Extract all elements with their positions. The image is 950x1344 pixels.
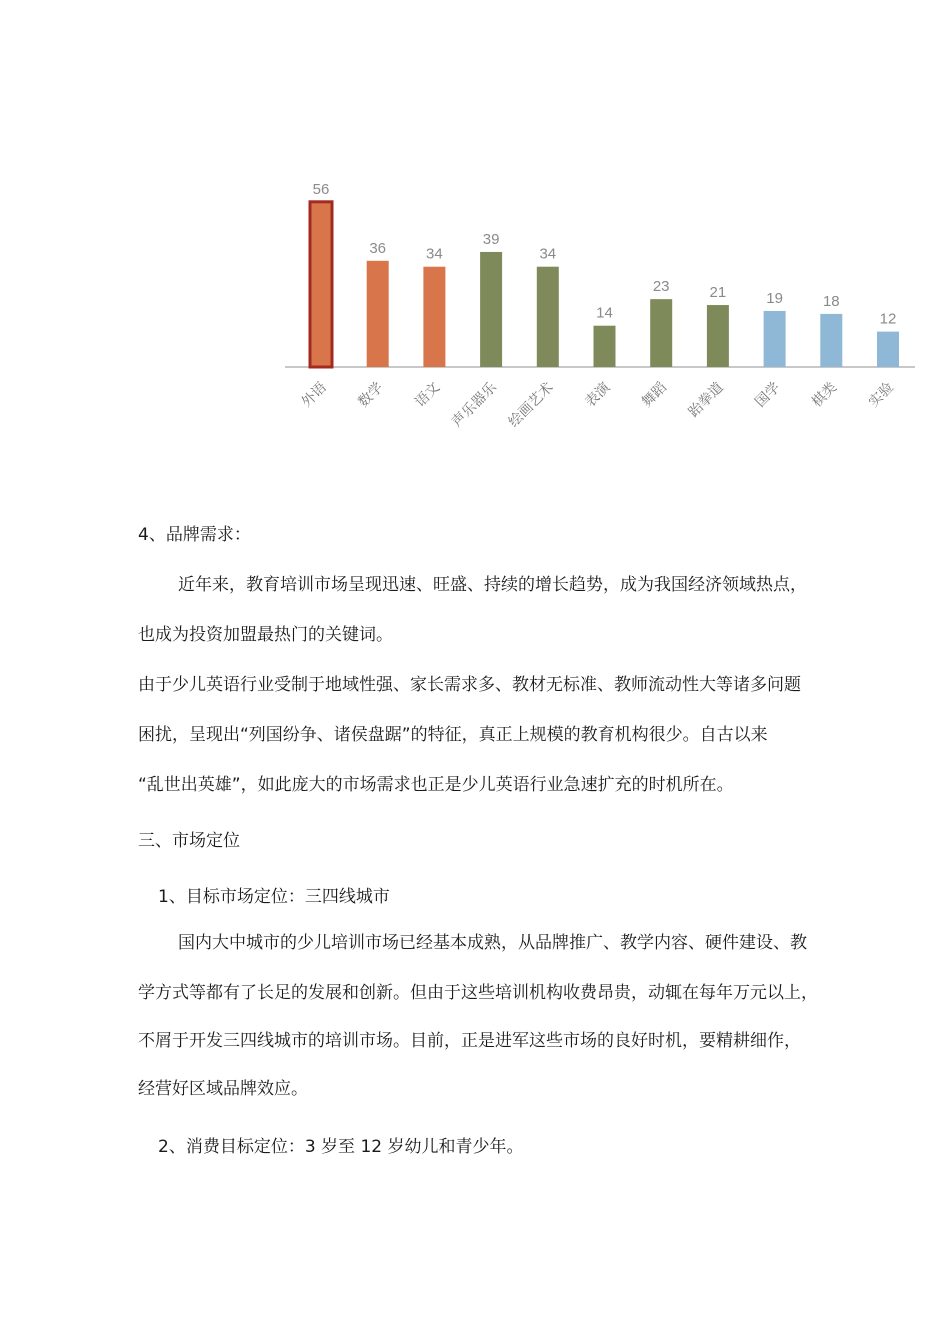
- sub1-line2: 学方式等都有了长足的发展和创新。但由于这些培训机构收费昂贵，动辄在每年万元以上，: [138, 983, 818, 1003]
- sub1-line3: 不屑于开发三四线城市的培训市场。目前，正是进军这些市场的良好时机，要精耕细作，: [138, 1031, 801, 1051]
- sub1-line1: 国内大中城市的少儿培训市场已经基本成熟，从品牌推广、教学内容、硬件建设、教: [178, 933, 807, 953]
- bar-语文: [423, 267, 445, 367]
- bar-实验: [877, 332, 899, 367]
- category-label: 舞蹈: [638, 379, 671, 411]
- section-4-para1-line2: 也成为投资加盟最热门的关键词。: [138, 625, 393, 645]
- bar-舞蹈: [650, 299, 672, 367]
- bar-数学: [367, 261, 389, 367]
- section-3-heading: 三、市场定位: [138, 831, 240, 851]
- bar-跆拳道: [707, 305, 729, 367]
- value-label: 21: [709, 284, 727, 302]
- sub2-heading: 2、消费目标定位：3 岁至 12 岁幼儿和青少年。: [158, 1137, 524, 1157]
- category-label: 表演: [582, 379, 614, 411]
- value-label: 34: [426, 245, 443, 263]
- value-label: 39: [482, 230, 500, 248]
- bar-棋类: [820, 314, 842, 367]
- bar-声乐器乐: [480, 252, 502, 367]
- value-label: 14: [596, 304, 613, 322]
- sub1-line4: 经营好区域品牌效应。: [138, 1079, 308, 1099]
- category-label: 绘画艺术: [505, 379, 557, 431]
- category-label: 语文: [412, 379, 444, 411]
- category-label: 跆拳道: [685, 379, 727, 421]
- category-label: 声乐器乐: [449, 379, 500, 431]
- value-label: 19: [766, 289, 783, 307]
- bar-chart: [280, 160, 930, 470]
- sub1-heading: 1、目标市场定位：三四线城市: [158, 887, 390, 907]
- bar-绘画艺术: [537, 267, 559, 367]
- value-label: 34: [539, 245, 557, 263]
- category-label: 外语: [298, 379, 330, 411]
- category-label: 实验: [865, 379, 897, 411]
- bar-表演: [594, 326, 616, 367]
- section-4-heading: 4、品牌需求：: [138, 525, 251, 545]
- value-label: 36: [369, 239, 387, 257]
- section-4-para1-line1: 近年来，教育培训市场呈现迅速、旺盛、持续的增长趋势，成为我国经济领域热点，: [178, 575, 807, 595]
- section-4-para2-line3: “乱世出英雄”，如此庞大的市场需求也正是少儿英语行业急速扩充的时机所在。: [138, 775, 734, 795]
- value-label: 12: [879, 310, 897, 328]
- section-4-para2-line2: 困扰，呈现出“列国纷争、诸侯盘踞”的特征，真正上规模的教育机构很少。自古以来: [138, 725, 768, 745]
- category-label: 国学: [752, 379, 784, 411]
- bar-国学: [764, 311, 786, 367]
- value-label: 23: [652, 278, 670, 296]
- category-label: 棋类: [809, 379, 841, 411]
- value-label: 56: [312, 180, 330, 198]
- category-label: 数学: [355, 379, 387, 411]
- section-4-para2-line1: 由于少儿英语行业受制于地域性强、家长需求多、教材无标准、教师流动性大等诸多问题: [138, 675, 801, 695]
- bar-外语: [310, 202, 332, 367]
- value-label: 18: [822, 292, 840, 310]
